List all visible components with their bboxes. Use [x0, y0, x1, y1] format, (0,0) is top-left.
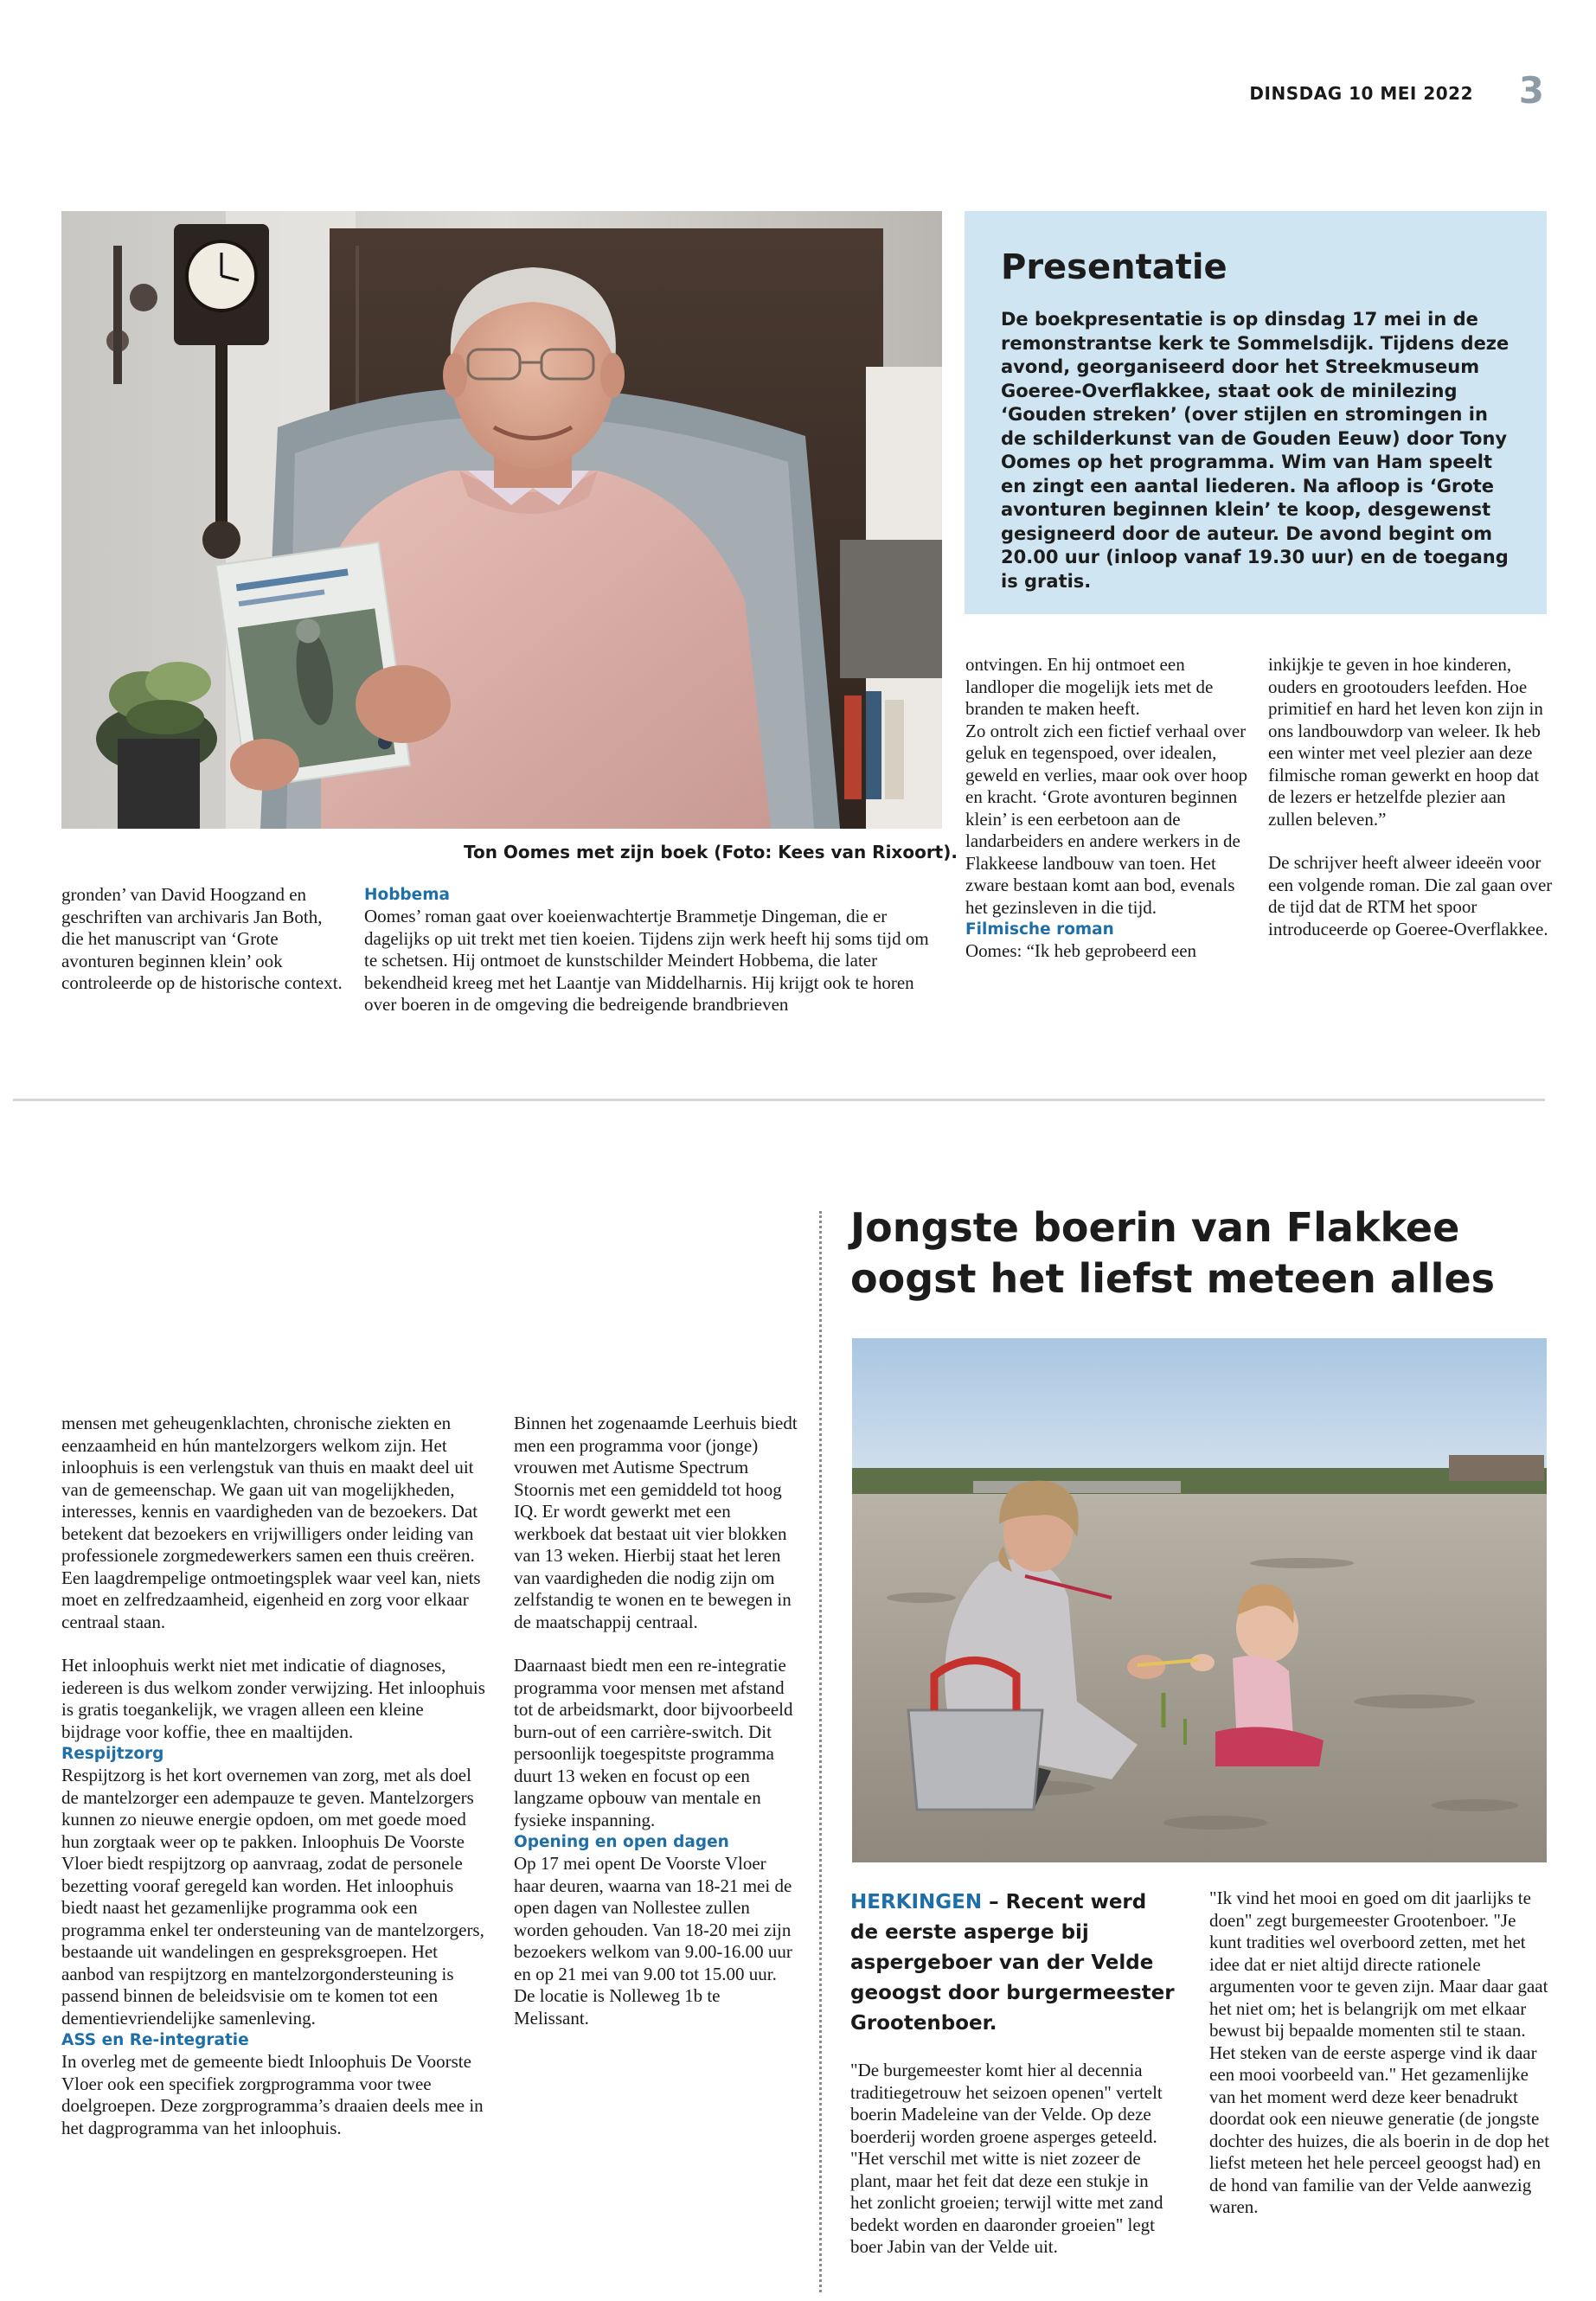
author-photo [61, 211, 942, 829]
presentation-sidebar [965, 211, 1547, 614]
edition-date: DINSDAG 10 MEI 2022 [1249, 83, 1473, 104]
dateline-place: HERKINGEN [850, 1891, 983, 1913]
paragraph: Daarnaast biedt men een re-integratie programma voor mensen met afstand tot de arbeidsmarkt, door bijvoorbeeld burn-out of een carrière-switch. Dit persoonlijk toegespitste programma duurt 13 weken en focust op een langzame opbouw van mentale en fysieke inspanning. [514, 1655, 793, 1830]
article1-column-2 [364, 884, 939, 1016]
article-lead [850, 1888, 1175, 2039]
sidebar-body: De boekpresentatie is op dinsdag 17 mei in de remonstrantse kerk te Sommelsdijk. Tijdens deze avond, georganiseerd door het Streekmuseum Goeree-Overflakkee, staat ook de minilezing ‘Gouden streken’ (over stijlen en stromingen in de schilderkunst van de Gouden Eeuw) door Tony Oomes op het programma. Wim van Ham speelt en zingt een aantal liederen. Na afloop is ‘Grote avonturen beginnen klein’ te koop, desgewenst gesigneerd door de auteur. De avond begint om 20.00 uur (inloop vanaf 19.30 uur) en de toegang is gratis. [1001, 309, 1509, 592]
asparagus-field-photo [852, 1338, 1547, 1862]
article3-column-1 [850, 1888, 1175, 2259]
article3-column-2 [1209, 1888, 1551, 2219]
subheading: Respijtzorg [61, 1745, 164, 1763]
column-rule [819, 1211, 822, 2292]
subheading: Opening en open dagen [514, 1833, 729, 1851]
paragraph: "Ik vind het mooi en goed om dit jaarlijks te doen" zegt burgemeester Grootenboer. "Je kunt tradities wel overboord zetten, met het idee dat er niet altijd directe rationele argumenten voor te geven zijn. Maar daar gaat het niet om; het is belangrijk om met elkaar bewust bij bepaalde momenten stil te staan. Het steken van de eerste asperge vind ik daar een mooi voorbeeld van." Het gezamenlijke van het moment werd deze keer benadrukt doordat ook een nieuwe generatie (de jongste dochter des huizes, die als boerin in de dop het liefst meteen het hele perceel geoogst had) en de hond van familie van der Velde aanwezig waren. [1209, 1888, 1550, 2217]
paragraph: mensen met geheugenklachten, chronische ziekten en eenzaamheid en hún mantelzorgers welkom zijn. Het inloophuis is een verlengstuk van thuis en maakt deel uit van de gemeenschap. We gaan uit van mogelijkheden, interesses, kennis en vaardigheden van de bezoekers. Dat betekent dat bezoekers en vrijwilligers onder leiding van professionele zorgmedewerkers samen een thuis creëren. Een laagdrempelige ontmoetingsplek waar veel kan, niets moet en zelfredzaamheid, eigenheid en zorg voor elkaar centraal staan. [61, 1413, 481, 1632]
paragraph: ontvingen. En hij ontmoet een landloper die mogelijk iets met de branden te maken heeft. [965, 654, 1214, 719]
article1-column-4 [1268, 654, 1554, 940]
article2-column-2 [514, 1413, 799, 2029]
sidebar-title: Presentatie [1001, 247, 1227, 287]
paragraph: Binnen het zogenaamde Leerhuis biedt men een programma voor (jonge) vrouwen met Autisme Spectrum Stoornis met een gemiddeld tot hoog IQ. Er wordt gewerkt met een werkboek dat bestaat uit vier blokken van 13 weken. Hierbij staat het leren van vaardigheden die nodig zijn om zelfstandig te wonen en te bewegen in de maatschappij centraal. [514, 1413, 798, 1632]
article2-column-1 [61, 1413, 485, 2139]
paragraph: Het inloophuis werkt niet met indicatie of diagnoses, iedereen is dus welkom zonder verwijzing. Het inloophuis is gratis toegankelijk, we vragen alleen een kleine bijdrage voor koffie, thee en maaltijden. [61, 1655, 485, 1742]
article1-column-3 [965, 654, 1251, 963]
subheading: Hobbema [364, 886, 450, 904]
paragraph: gronden’ van David Hoogzand en geschriften van archivaris Jan Both, die het manuscript van ‘Grote avonturen beginnen klein’ ook controleerde op de historische context. [61, 884, 343, 993]
paragraph: inkijkje te geven in hoe kinderen, ouders en grootouders leefden. Hoe primitief en hard het leven kon zijn in ons landbouwdorp van weleer. Ik heb een winter met veel plezier aan deze filmische roman gewerkt en hoop dat de lezers er hetzelfde plezier aan zullen beleven.” [1268, 654, 1543, 830]
article1-column-1 [61, 884, 343, 995]
paragraph: Zo ontrolt zich een fictief verhaal over geluk en tegenspoed, over idealen, geweld en verlies, maar ook over hoop en kracht. ‘Grote avonturen beginnen klein’ is een eerbetoon aan de landarbeiders en andere werkers in de Flakkeese landbouw van toen. Het zware bestaan komt aan bod, evenals het gezinsleven in die tijd. [965, 720, 1247, 918]
paragraph: Oomes’ roman gaat over koeienwachtertje Brammetje Dingeman, die er dagelijks op uit trekt met tien koeien. Tijdens zijn werk heeft hij soms tijd om te schetsen. Hij ontmoet de kunstschilder Meindert Hobbema, die later bekendheid kreeg met het Laantje van Middelharnis. Hij krijgt ook te horen over boeren in de omgeving die bedreigende brandbrieven [364, 906, 929, 1015]
section-divider [13, 1099, 1545, 1101]
subheading: ASS en Re-integratie [61, 2031, 249, 2049]
paragraph: In overleg met de gemeente biedt Inloophuis De Voorste Vloer ook een specifiek zorgprogramma voor twee doelgroepen. Deze zorgprogramma’s draaien deels mee in het dagprogramma van het inloophuis. [61, 2051, 484, 2138]
paragraph: De schrijver heeft alweer ideeën voor een volgende roman. Die zal gaan over de tijd dat de RTM het spoor introduceerde op Goeree-Overflakkee. [1268, 852, 1553, 939]
subheading: Filmische roman [965, 920, 1114, 939]
lead-text: – Recent werd de eerste asperge bij aspergeboer van der Velde geoogst door burgermeester Grootenboer. [850, 1891, 1175, 2035]
page-number: 3 [1518, 69, 1544, 112]
paragraph: Respijtzorg is het kort overnemen van zorg, met als doel de mantelzorger een adempauze te geven. Mantelzorgers kunnen zo nieuwe energie opdoen, om met goede moed hun zorgtaak weer op te pakken. Inloophuis De Voorste Vloer biedt respijtzorg op aanvraag, zodat de personele bezetting vooraf geregeld kan worden. Het inloophuis biedt naast het gezamenlijke programma ook een programma enkel ter ondersteuning van de mantelzorgers, bestaande uit wandelingen en gespreksgroepen. Het aanbod van respijtzorg en mantelzorgondersteuning is passend binnen de beleidsvisie om te komen tot een dementievriendelijke samenleving. [61, 1765, 484, 2029]
photo-caption: Ton Oomes met zijn boek (Foto: Kees van Rixoort). [464, 842, 958, 862]
paragraph: "De burgemeester komt hier al decennia traditiegetrouw het seizoen openen" vertelt boerin Madeleine van der Velde. Op deze boerderij worden groene asperges geteeld. "Het verschil met witte is niet zozeer de plant, maar het feit dat deze een stukje in het zonlicht groeien; terwijl witte met zand bedekt worden en daaronder groeien" legt boer Jabin van der Velde uit. [850, 2060, 1163, 2257]
paragraph: Op 17 mei opent De Voorste Vloer haar deuren, waarna van 18-21 mei de open dagen van Nollestee zullen worden gehouden. Van 18-20 mei zijn bezoekers welkom van 9.00-16.00 uur en op 21 mei van 9.00 tot 15.00 uur. De locatie is Nolleweg 1b te Melissant. [514, 1853, 792, 2029]
article-headline: Jongste boerin van Flakkee oogst het liefst meteen alles [850, 1204, 1496, 1302]
paragraph: Oomes: “Ik heb geprobeerd een [965, 940, 1197, 961]
